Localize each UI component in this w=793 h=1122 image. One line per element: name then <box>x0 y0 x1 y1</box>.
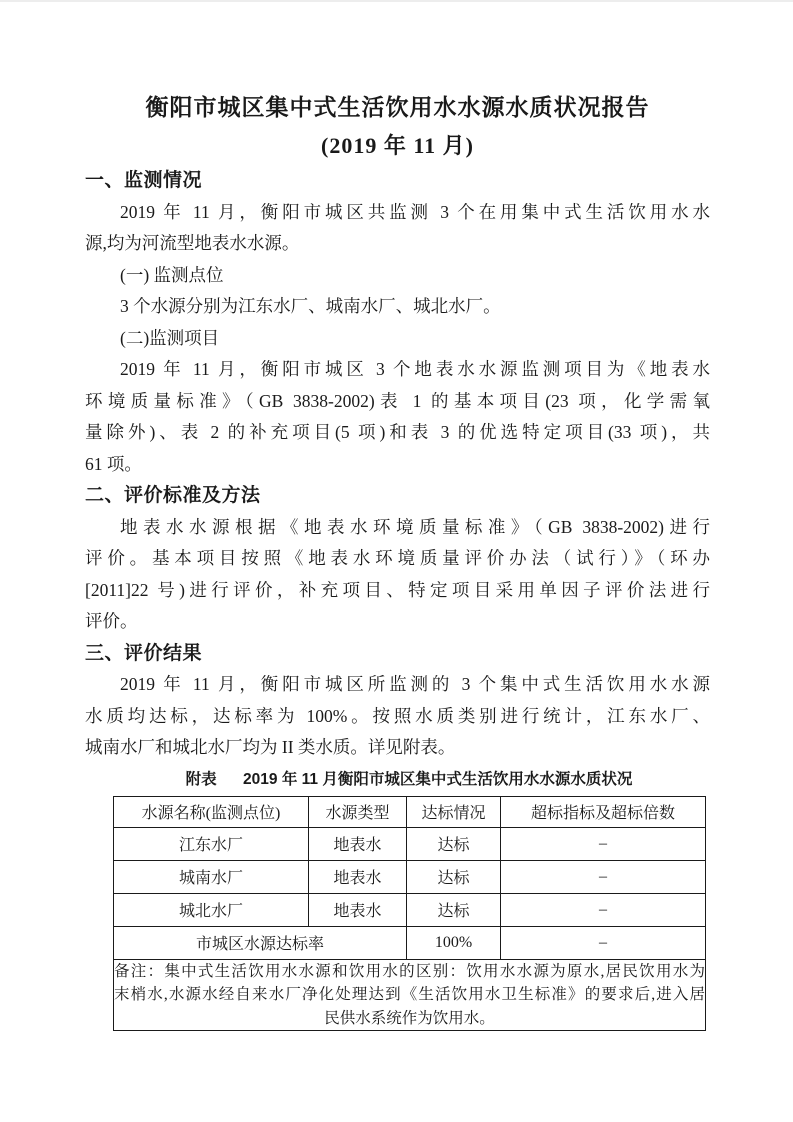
section-1-paragraph-3-line-4: 61 项。 <box>85 453 142 474</box>
note-line-3: 民供水系统作为饮用水。 <box>324 1009 495 1027</box>
section-1-subheading-2: (二)监测项目 <box>120 327 220 348</box>
cell-compliance: 达标 <box>407 827 501 860</box>
cell-excess: – <box>501 860 706 893</box>
section-1-paragraph-1-line-2: 源,均为河流型地表水水源。 <box>85 233 300 253</box>
header-source-type: 水源类型 <box>309 796 407 827</box>
note-line-2: 末梢水,水源水经自来水厂净化处理达到《生活饮用水卫生标准》的要求后,进入居 <box>114 986 705 1003</box>
section-1-paragraph-1-line-1: 2019 年 11 月，衡阳市城区共监测 3 个在用集中式生活饮用水水 <box>120 201 710 222</box>
cell-summary-label: 市城区水源达标率 <box>114 926 407 959</box>
table-note-row <box>114 959 706 1031</box>
cell-summary-excess: – <box>501 926 706 959</box>
note-line-1: 备注：集中式生活饮用水水源和饮用水的区别：饮用水水源为原水,居民饮用水为 <box>114 962 705 980</box>
table-caption-text: 2019 年 11 月衡阳市城区集中式生活饮用水水源水质状况 <box>243 770 633 788</box>
section-3-heading: 三、评价结果 <box>85 642 203 664</box>
section-2-paragraph-1-line-4: 评价。 <box>85 611 138 631</box>
section-3-paragraph-1-line-1: 2019 年 11 月，衡阳市城区所监测的 3 个集中式生活饮用水水源 <box>120 674 710 694</box>
section-1-subheading-1: (一) 监测点位 <box>120 264 224 285</box>
cell-summary-rate: 100% <box>407 926 501 959</box>
section-1-paragraph-2: 3 个水源分别为江东水厂、城南水厂、城北水厂。 <box>120 296 501 316</box>
table-header-row <box>114 796 706 827</box>
section-2-paragraph-1-line-3: [2011]22 号)进行评价，补充项目、特定项目采用单因子评价法进行 <box>85 579 710 600</box>
cell-excess: – <box>501 893 706 926</box>
header-source-name: 水源名称(监测点位) <box>114 796 309 827</box>
water-quality-table <box>113 796 706 1032</box>
table-row <box>114 893 706 926</box>
cell-source-name: 江东水厂 <box>114 827 309 860</box>
section-1-paragraph-3-line-3: 量除外)、表 2 的补充项目(5 项)和表 3 的优选特定项目(33 项)，共 <box>85 422 710 442</box>
table-note-cell <box>114 959 706 1031</box>
section-1-heading: 一、监测情况 <box>85 170 203 191</box>
report-page <box>0 2 793 1122</box>
cell-source-type: 地表水 <box>309 860 407 893</box>
table-caption-prefix: 附表 <box>185 770 217 788</box>
section-1-paragraph-3-line-1: 2019 年 11 月，衡阳市城区 3 个地表水水源监测项目为《地表水 <box>120 359 710 379</box>
cell-excess: – <box>501 827 706 860</box>
section-2-paragraph-1-line-1: 地表水水源根据《地表水环境质量标准》（GB 3838-2002)进行 <box>120 516 710 537</box>
report-title: 衡阳市城区集中式生活饮用水水源水质状况报告 <box>145 95 650 120</box>
section-2-heading: 二、评价标准及方法 <box>85 485 261 506</box>
table-row <box>114 827 706 860</box>
section-3-paragraph-1-line-2: 水质均达标，达标率为 100%。按照水质类别进行统计，江东水厂、 <box>85 705 710 726</box>
section-2-paragraph-1-line-2: 评价。基本项目按照《地表水环境质量评价办法（试行）》（环办 <box>85 548 710 568</box>
header-compliance: 达标情况 <box>407 796 501 827</box>
cell-compliance: 达标 <box>407 893 501 926</box>
cell-compliance: 达标 <box>407 860 501 893</box>
header-excess-indicators: 超标指标及超标倍数 <box>501 796 706 827</box>
table-summary-row <box>114 926 706 959</box>
section-3-paragraph-1-line-3: 城南水厂和城北水厂均为 II 类水质。详见附表。 <box>85 737 456 757</box>
cell-source-type: 地表水 <box>309 827 407 860</box>
cell-source-name: 城北水厂 <box>114 893 309 926</box>
report-subtitle: (2019 年 11 月) <box>321 133 474 158</box>
cell-source-name: 城南水厂 <box>114 860 309 893</box>
cell-source-type: 地表水 <box>309 893 407 926</box>
table-caption <box>113 765 705 795</box>
table-row <box>114 860 706 893</box>
section-1-paragraph-3-line-2: 环境质量标准》（GB 3838-2002)表 1 的基本项目(23 项，化学需氧 <box>85 390 710 411</box>
